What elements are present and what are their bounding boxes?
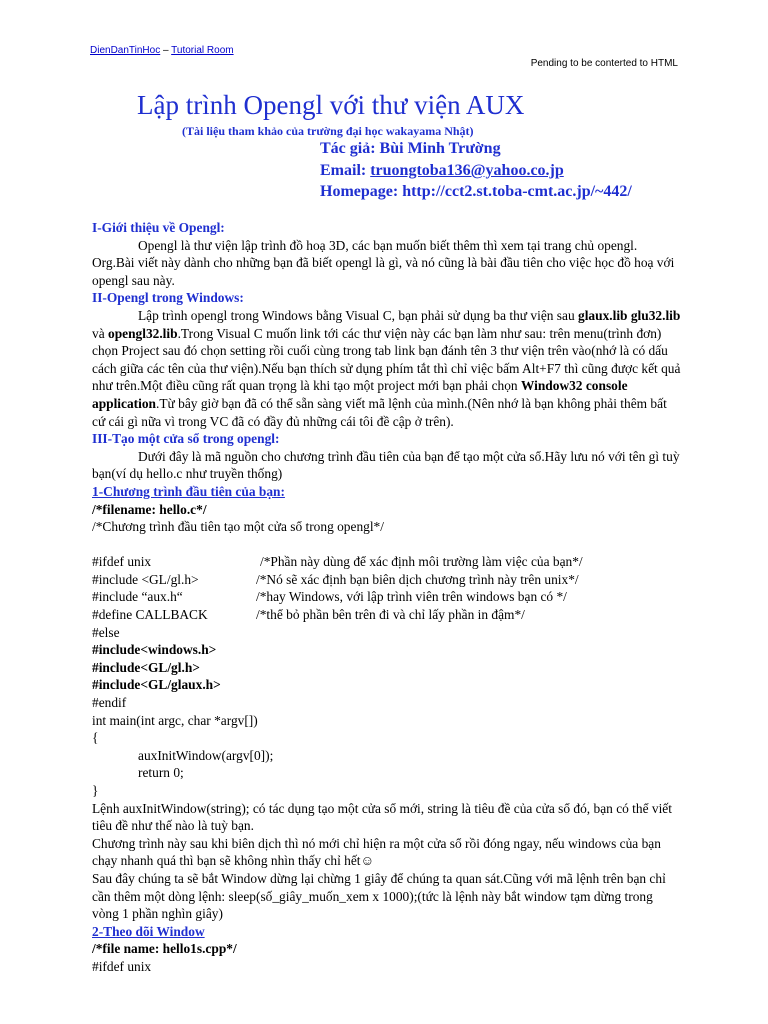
section-1-heading: I-Giới thiệu về Opengl: (92, 220, 225, 235)
code-text: #include <GL/gl.h> (92, 571, 199, 587)
code-else: #else (92, 624, 120, 640)
doc-homepage[interactable]: Homepage: http://cct2.st.toba-cmt.ac.jp/~442/ (320, 183, 632, 200)
doc-author: Tác giả: Bùi Minh Trường (320, 140, 501, 157)
breadcrumb (90, 45, 234, 56)
code-call-return: return 0; (138, 765, 184, 781)
s2-part-b: .Trong Visual C muốn link tới các thư viện này các bạn làm như sau: trên menu(trình đơn) chọn Project sau đó chọn setting rồi cuối cùng trong tab link bạn đánh tên 3 thư viện trên vào(nhớ là có dấu cách giữa các tên của thư viện).Nếu bạn thích sử dụng phím tắt thì chỉ việc bấm Alt+F7 thì cũng được kết quả như trên.Một điều cũng rất quan trọng là khi tạo một project mới bạn phải chọn (92, 325, 681, 394)
code-line (92, 606, 682, 624)
code-include-windows: #include<windows.h> (92, 642, 217, 658)
code-comment: /*Nó sẽ xác định bạn biên dịch chương trình này trên unix*/ (256, 571, 579, 587)
explanation-1: Lệnh auxInitWindow(string); có tác dụng tạo một cửa sổ mới, string là tiêu đề của cửa sổ đó, bạn có thể viết tiêu đề như thế nào là tuỳ bạn. (92, 800, 672, 834)
code-main: int main(int argc, char *argv[]) (92, 712, 258, 728)
diendantinhoc-link[interactable]: DienDanTinHoc (90, 45, 161, 56)
code-line (92, 588, 682, 606)
tutorial-room-link[interactable]: Tutorial Room (171, 45, 234, 56)
section-2-text (92, 307, 682, 430)
code-text: #ifdef unix (92, 554, 152, 570)
code-line (92, 571, 682, 589)
s2-lib2: opengl32.lib (108, 325, 178, 341)
email-label: Email: (320, 162, 371, 179)
code-comment: /*hay Windows, với lập trình viên trên windows bạn có */ (256, 589, 567, 605)
code-comment: /*Phần này dùng để xác định môi trường làm việc của bạn*/ (260, 554, 583, 570)
code-comment: /*thể bỏ phần bên trên đi và chỉ lấy phần in đậm*/ (256, 607, 525, 623)
subsection-1-heading: 1-Chương trình đầu tiên của bạn: (92, 483, 285, 499)
doc-subtitle: (Tài liệu tham khảo của trường đại học wakayama Nhật) (182, 124, 474, 138)
code-endif: #endif (92, 695, 127, 711)
code-brace-open: { (92, 730, 99, 746)
s2-part-c: .Từ bây giờ bạn đã có thể sẵn sàng viết mã lệnh của mình.(Nên nhớ là bạn không phải thêm bất cứ cái gì nữa vì trong VC đã có đầy đủ những cái tôi đề cập ở trên). (92, 395, 667, 429)
blank-line (92, 536, 682, 554)
code1-comment: /*Chương trình đầu tiên tạo một cửa sổ trong opengl*/ (92, 519, 384, 535)
code-include-glaux: #include<GL/glaux.h> (92, 677, 221, 693)
code-text: #define CALLBACK (92, 607, 208, 623)
code-include-gl: #include<GL/gl.h> (92, 659, 200, 675)
code2-filename: /*file name: hello1s.cpp*/ (92, 941, 237, 957)
code2-ifdef: #ifdef unix (92, 958, 152, 974)
doc-title: Lập trình Opengl với thư viện AUX (137, 90, 525, 120)
doc-body (92, 219, 682, 976)
s2-win32: Window32 console application (92, 378, 628, 411)
code-line (92, 553, 682, 571)
section-1-text: Opengl là thư viện lập trình đồ hoạ 3D, các bạn muốn biết thêm thì xem tại trang chủ opengl. Org.Bài viết này dành cho những bạn đã biết opengl là gì, và nó cũng là bài đầu tiên cho việc học đồ hoạ với opengl sau này. (92, 237, 675, 288)
s2-lib1: glaux.lib glu32.lib (578, 307, 681, 323)
s2-and: và (92, 325, 108, 341)
section-3-text: Dưới đây là mã nguồn cho chương trình đầu tiên của bạn để tạo một cửa sổ.Hãy lưu nó với tên gì tuỳ bạn(ví dụ hello.c như truyền thống) (92, 448, 680, 482)
doc-email (320, 162, 564, 180)
explanation-2: Chương trình này sau khi biên dịch thì nó mới chỉ hiện ra một cửa sổ rồi đóng ngay, nếu windows của bạn chạy nhanh quá thì bạn sẽ không nhìn thấy chỉ hết☺ (92, 835, 661, 869)
code-text: #include “aux.h“ (92, 589, 183, 605)
pending-note: Pending to be conterted to HTML (530, 58, 678, 69)
code-call-init: auxInitWindow(argv[0]); (138, 747, 274, 763)
email-link[interactable]: truongtoba136@yahoo.co.jp (370, 162, 564, 179)
subsection-2-heading: 2-Theo dõi Window (92, 923, 205, 939)
code1-filename: /*filename: hello.c*/ (92, 501, 207, 517)
section-2-heading: II-Opengl trong Windows: (92, 290, 244, 306)
section-3-heading: III-Tạo một cửa sổ trong opengl: (92, 431, 280, 447)
explanation-3: Sau đây chúng ta sẽ bắt Window dừng lại chừng 1 giây để chúng ta quan sát.Cũng với mã lệnh trên bạn chỉ cần thêm một dòng lệnh: sleep(số_giây_muốn_xem x 1000);(tức là lệnh này bắt window tạm dừng trong vòng 1 phần nghìn giây) (92, 870, 666, 922)
s2-part-a: Lập trình opengl trong Windows bằng Visual C, bạn phải sử dụng ba thư viện sau (138, 307, 579, 323)
breadcrumb-separator: – (160, 45, 172, 56)
code-brace-close: } (92, 783, 99, 798)
